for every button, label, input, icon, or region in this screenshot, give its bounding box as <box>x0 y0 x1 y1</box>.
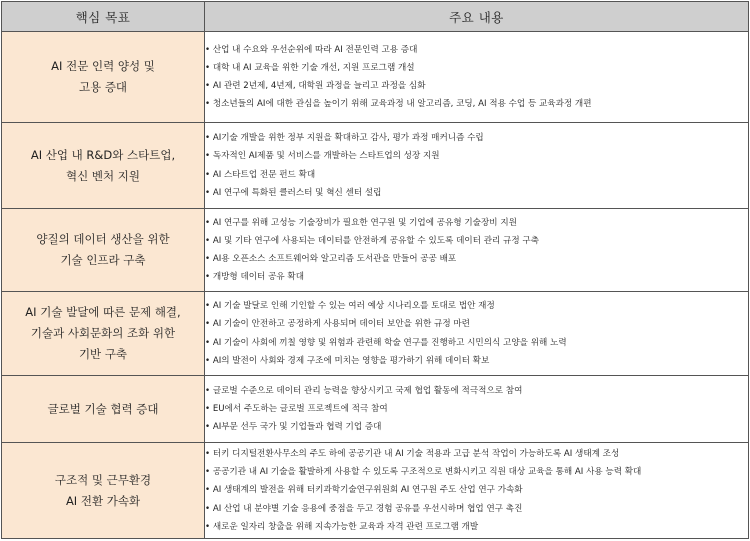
goal-cell <box>2 123 205 209</box>
list-item: • AI 산업 내 분야별 기술 응용에 중점을 두고 경험 공유를 우선시하며 협업 연구 촉진 <box>205 500 748 518</box>
header-goal: 핵심 목표 <box>2 2 205 32</box>
goal-cell <box>2 32 205 123</box>
list-item: • AI 기술이 안전하고 공정하게 사용되며 데이터 보안을 위한 규정 마련 <box>205 315 748 333</box>
goal-line: AI 전환 가속화 <box>65 493 141 508</box>
list-item: • AI 생태계의 발전을 위해 터키과학기술연구위원회 AI 연구원 주도 산업 연구 가속화 <box>205 481 748 499</box>
header-content: 주요 내용 <box>205 2 749 32</box>
list-item: • AI 스타트업 전문 펀드 확대 <box>205 166 748 184</box>
list-item: • AI의 발전이 사회와 경제 구조에 미치는 영향을 평가하기 위해 데이터 확보 <box>205 352 748 370</box>
goal-cell <box>2 292 205 376</box>
list-item: • AI 및 기타 연구에 사용되는 데이터를 안전하게 공유할 수 있도록 데이터 관리 규정 구축 <box>205 232 748 250</box>
content-cell <box>205 32 749 123</box>
list-item: • 대학 내 AI 교육을 위한 기술 개선, 지원 프로그램 개설 <box>205 59 748 77</box>
goal-line: AI 산업 내 R&D와 스타트업, <box>30 147 176 162</box>
content-list <box>205 41 748 114</box>
list-item: • AI기술 개발을 위한 정부 지원을 확대하고 감사, 평가 과정 매커니즘 수립 <box>205 129 748 147</box>
list-item: • 터키 디지털전환사무소의 주도 하에 공공기관 내 AI 기술 적용과 고급 분석 작업이 가능하도록 AI 생태계 조성 <box>205 445 748 463</box>
content-cell <box>205 209 749 292</box>
goal-line: 양질의 데이터 생산을 위한 <box>36 232 170 246</box>
goal-line: 구조적 및 근무환경 <box>54 472 152 487</box>
list-item: • 청소년들의 AI에 대한 관심을 높이기 위해 교육과정 내 알고리즘, 코딩, AI 적용 수업 등 교육과정 개편 <box>205 95 748 113</box>
list-item: • 독자적인 AI제품 및 서비스를 개발하는 스타트업의 성장 지원 <box>205 147 748 165</box>
policy-table <box>1 1 749 539</box>
table-row <box>2 443 749 539</box>
table-row <box>2 209 749 292</box>
list-item: • 글로벌 수준으로 데이터 관리 능력을 향상시키고 국제 협업 활동에 적극적으로 참여 <box>205 382 748 400</box>
goal-line: 혁신 벤처 지원 <box>66 168 140 183</box>
list-item: • AI 기술이 사회에 끼칠 영향 및 위험과 관련해 학술 연구를 진행하고 시민의식 고양을 위해 노력 <box>205 334 748 352</box>
list-item: • 새로운 일자리 창출을 위해 지속가능한 교육과 자격 관련 프로그램 개발 <box>205 518 748 536</box>
goal-line: 고용 증대 <box>78 80 128 94</box>
table-row <box>2 292 749 376</box>
goal-line: AI 전문 인력 양성 및 <box>51 59 155 73</box>
list-item: • AI 연구를 위해 고성능 기술장비가 필요한 연구원 및 기업에 공유형 기술장비 지원 <box>205 214 748 232</box>
content-list <box>205 214 748 287</box>
goal-line: AI 기술 발달에 따른 문제 해결, <box>25 305 181 319</box>
goal-line: 글로벌 기술 협력 증대 <box>47 401 159 416</box>
goal-line: 기반 구축 <box>78 347 128 361</box>
list-item: • AI 관련 2년제, 4년제, 대학원 과정을 늘리고 과정을 심화 <box>205 77 748 95</box>
goal-cell <box>2 443 205 539</box>
goal-line: 기술 인프라 구축 <box>60 253 146 267</box>
goal-line: 기술과 사회문화의 조화 위한 <box>30 326 176 340</box>
list-item: • EU에서 주도하는 글로벌 프로젝트에 적극 참여 <box>205 400 748 418</box>
list-item: • AI 기술 발달로 인해 기인할 수 있는 여러 예상 시나리오를 토대로 법안 재정 <box>205 297 748 315</box>
list-item: • AI 연구에 특화된 클러스터 및 혁신 센터 설립 <box>205 184 748 202</box>
header-row <box>2 2 749 32</box>
content-list <box>205 382 748 437</box>
content-cell <box>205 123 749 209</box>
goal-cell <box>2 209 205 292</box>
table-row <box>2 123 749 209</box>
list-item: • 공공기관 내 AI 기술을 활발하게 사용할 수 있도록 구조적으로 변화시키고 직원 대상 교육을 통해 AI 사용 능력 확대 <box>205 463 748 481</box>
content-cell <box>205 376 749 443</box>
content-cell <box>205 292 749 376</box>
table-row <box>2 376 749 443</box>
list-item: • AI부문 선두 국가 및 기업들과 협력 기업 증대 <box>205 418 748 436</box>
list-item: • AI용 오픈소스 소프트웨어와 알고리즘 도서관을 만들어 공공 배포 <box>205 250 748 268</box>
list-item: • 개방형 데이터 공유 확대 <box>205 268 748 286</box>
list-item: • 산업 내 수요와 우선순위에 따라 AI 전문인력 고용 증대 <box>205 41 748 59</box>
goal-cell <box>2 376 205 443</box>
content-list <box>205 129 748 202</box>
table-row <box>2 32 749 123</box>
content-list <box>205 445 748 536</box>
content-list <box>205 297 748 370</box>
content-cell <box>205 443 749 539</box>
